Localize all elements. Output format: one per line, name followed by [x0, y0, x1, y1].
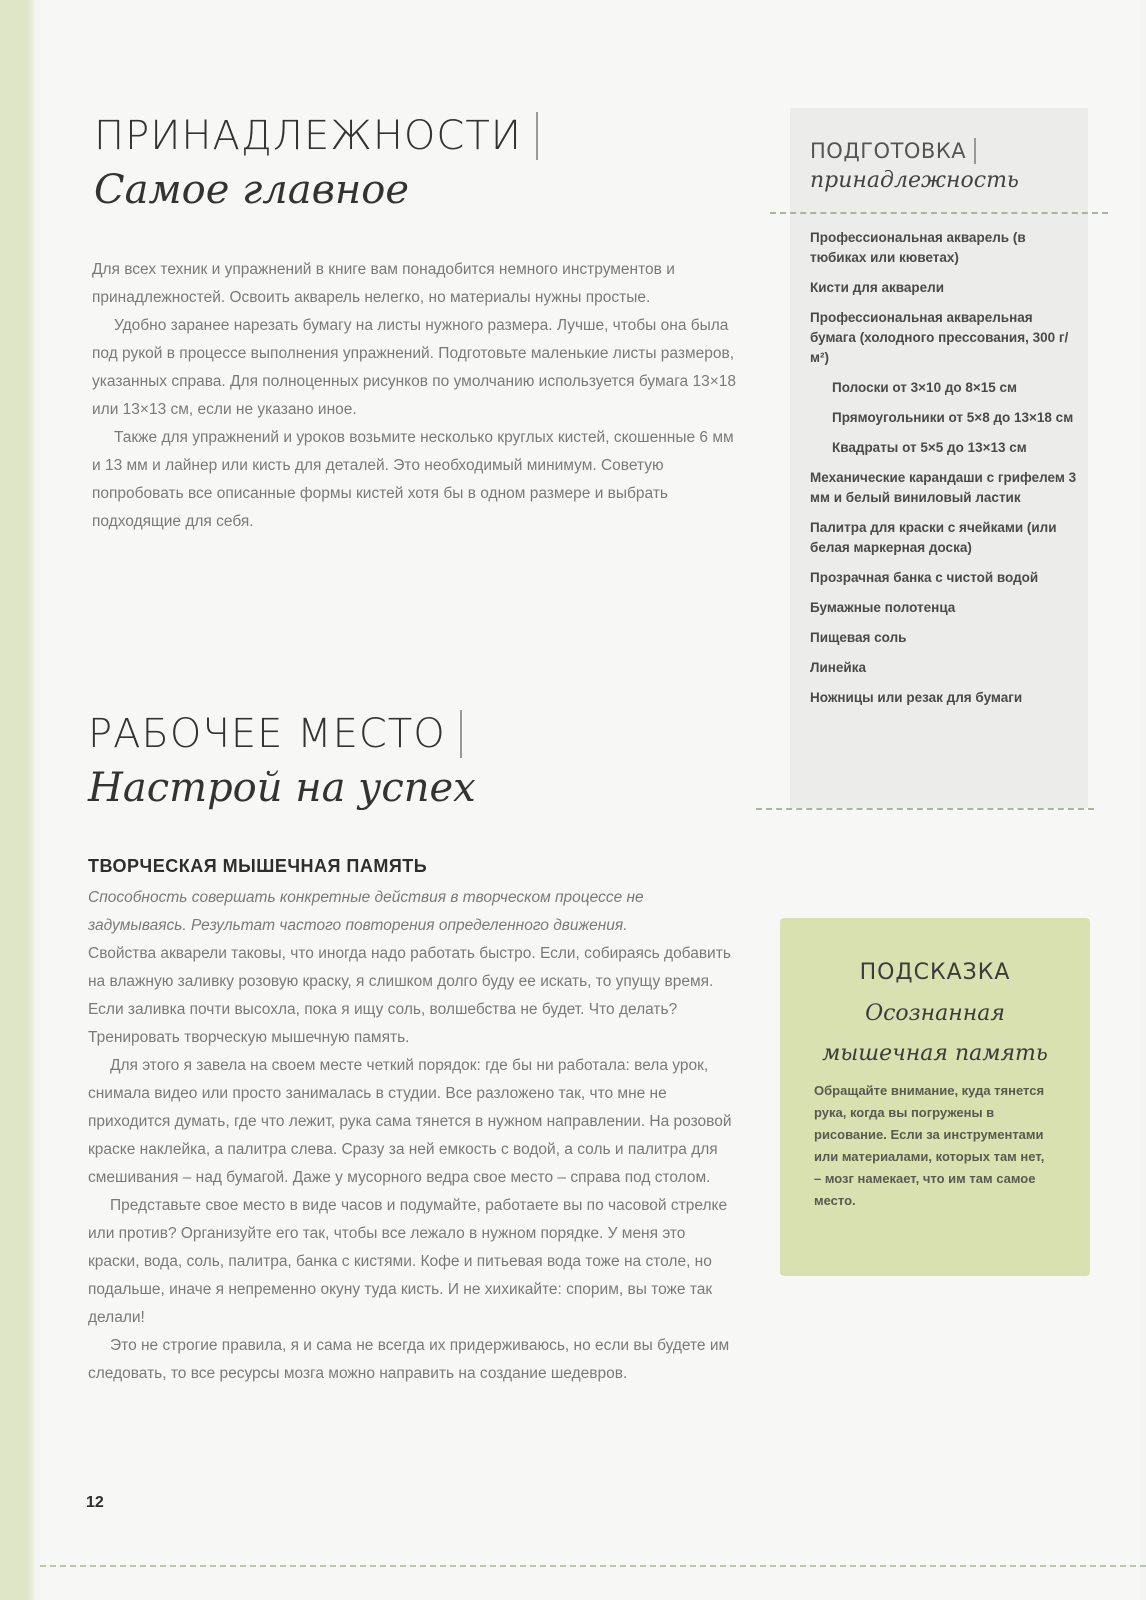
tip-script [780, 994, 1090, 1074]
tip-script-line: Осознанная [865, 1001, 1005, 1026]
list-item: Ножницы или резак для бумаги [810, 690, 1023, 705]
workplace-text [88, 884, 738, 1388]
list-item: Палитра для краски с ячейками (или белая маркерная доска) [810, 520, 1057, 555]
list-item: Полоски от 3×10 до 8×15 см [832, 380, 1018, 395]
heading-caps: РАБОЧЕЕ МЕСТО [88, 710, 462, 758]
tip-box [780, 918, 1090, 1276]
section-heading-supplies [94, 112, 538, 214]
list-item: Кисти для акварели [810, 280, 945, 295]
heading-caps: ПРИНАДЛЕЖНОСТИ [94, 112, 538, 160]
divider [770, 212, 1108, 214]
page-edge-strip [0, 0, 34, 1600]
section-heading-workplace [88, 710, 476, 812]
list-item: Прямоугольники от 5×8 до 13×18 см [832, 410, 1074, 425]
bottom-divider [40, 1565, 1146, 1567]
tip-script-line: мышечная память [822, 1041, 1048, 1066]
list-item: Прозрачная банка с чистой водой [810, 570, 1039, 585]
paragraph: Также для упражнений и уроков возьмите несколько круглых кистей, скошенные 6 мм и 13 мм и лайнер или кисть для деталей. Это необходимый минимум. Советую попробовать все описанные формы кистей хотя бы в одном размере и выбрать подходящие для себя. [92, 429, 734, 530]
paragraph: Удобно заранее нарезать бумагу на листы нужного размера. Лучше, чтобы она была под рукой в процессе выполнения упражнений. Подготовьте маленькие листы размеров, указанных справа. Для полноценных рисунков по умолчанию используется бумага 13×18 или 13×13 см, если не указано иное. [92, 317, 737, 418]
paragraph: Для всех техник и упражнений в книге вам понадобится немного инструментов и принадлежностей. Освоить акварель нелегко, но материалы нужны простые. [92, 261, 675, 306]
paragraph: Представьте свое место в виде часов и подумайте, работаете вы по часовой стрелке или против? Организуйте его так, чтобы все лежало в нужном порядке. У меня это краски, вода, соль, палитра, банка с кистями. Кофе и питьевая вода тоже на столе, но подальше, иначе я непременно окуну туда кисть. И не хихикайте: спорим, вы тоже так делали! [88, 1197, 728, 1326]
page-number: 12 [86, 1494, 104, 1511]
subsection-title: ТВОРЧЕСКАЯ МЫШЕЧНАЯ ПАМЯТЬ [88, 856, 428, 876]
supply-list [810, 228, 1080, 718]
list-item: Квадраты от 5×5 до 13×13 см [832, 440, 1027, 455]
paragraph: Свойства акварели таковы, что иногда надо работать быстро. Если, собираясь добавить на влажную заливку розовую краску, я слишком долго буду ее искать, то упущу время. Если заливка почти высохла, пока я ищу соль, волшебства не будет. Что делать? Тренировать творческую мышечную память. [88, 945, 731, 1046]
tip-text: Обращайте внимание, куда тянется рука, когда вы погружены в рисование. Если за инструментами или материалами, которых там нет, – мозг намекает, что им там самое место. [814, 1083, 1045, 1208]
sidebar-caps: ПОДГОТОВКА [810, 138, 976, 164]
definition-text: Способность совершать конкретные действия в творческом процессе не задумываясь. Результат частого повторения определенного движения. [88, 889, 644, 934]
list-item: Бумажные полотенца [810, 600, 956, 615]
heading-script: Настрой на успех [88, 765, 476, 811]
definition [88, 884, 738, 940]
list-item: Профессиональная акварельная бумага (холодного прессования, 300 г/м²) [810, 310, 1069, 365]
heading-script: Самое главное [94, 167, 409, 213]
list-item: Профессиональная акварель (в тюбиках или кюветах) [810, 230, 1026, 265]
list-item: Линейка [810, 660, 866, 675]
list-item: Механические карандаши с грифелем 3 мм и белый виниловый ластик [810, 470, 1077, 505]
paragraph: Для этого я завела на своем месте четкий порядок: где бы ни работала: вела урок, снимала видео или просто занималась в студии. Все разложено так, что мне не приходится думать, где что лежит, рука сама тянется в нужном направлении. На розовой краске наклейка, а палитра слева. Сразу за ней емкость с водой, а соль и палитра для смешивания – над бумагой. Даже у мусорного ведра свое место – справа под столом. [88, 1057, 732, 1186]
sidebar-heading [810, 138, 1019, 193]
divider [756, 808, 1094, 810]
supplies-text [92, 256, 742, 536]
list-item: Пищевая соль [810, 630, 907, 645]
paragraph: Это не строгие правила, я и сама не всегда их придерживаюсь, но если вы будете им следовать, то все ресурсы мозга можно направить на создание шедевров. [88, 1337, 730, 1382]
tip-caps: ПОДСКАЗКА [859, 960, 1011, 985]
sidebar-script: принадлежность [810, 168, 1019, 193]
